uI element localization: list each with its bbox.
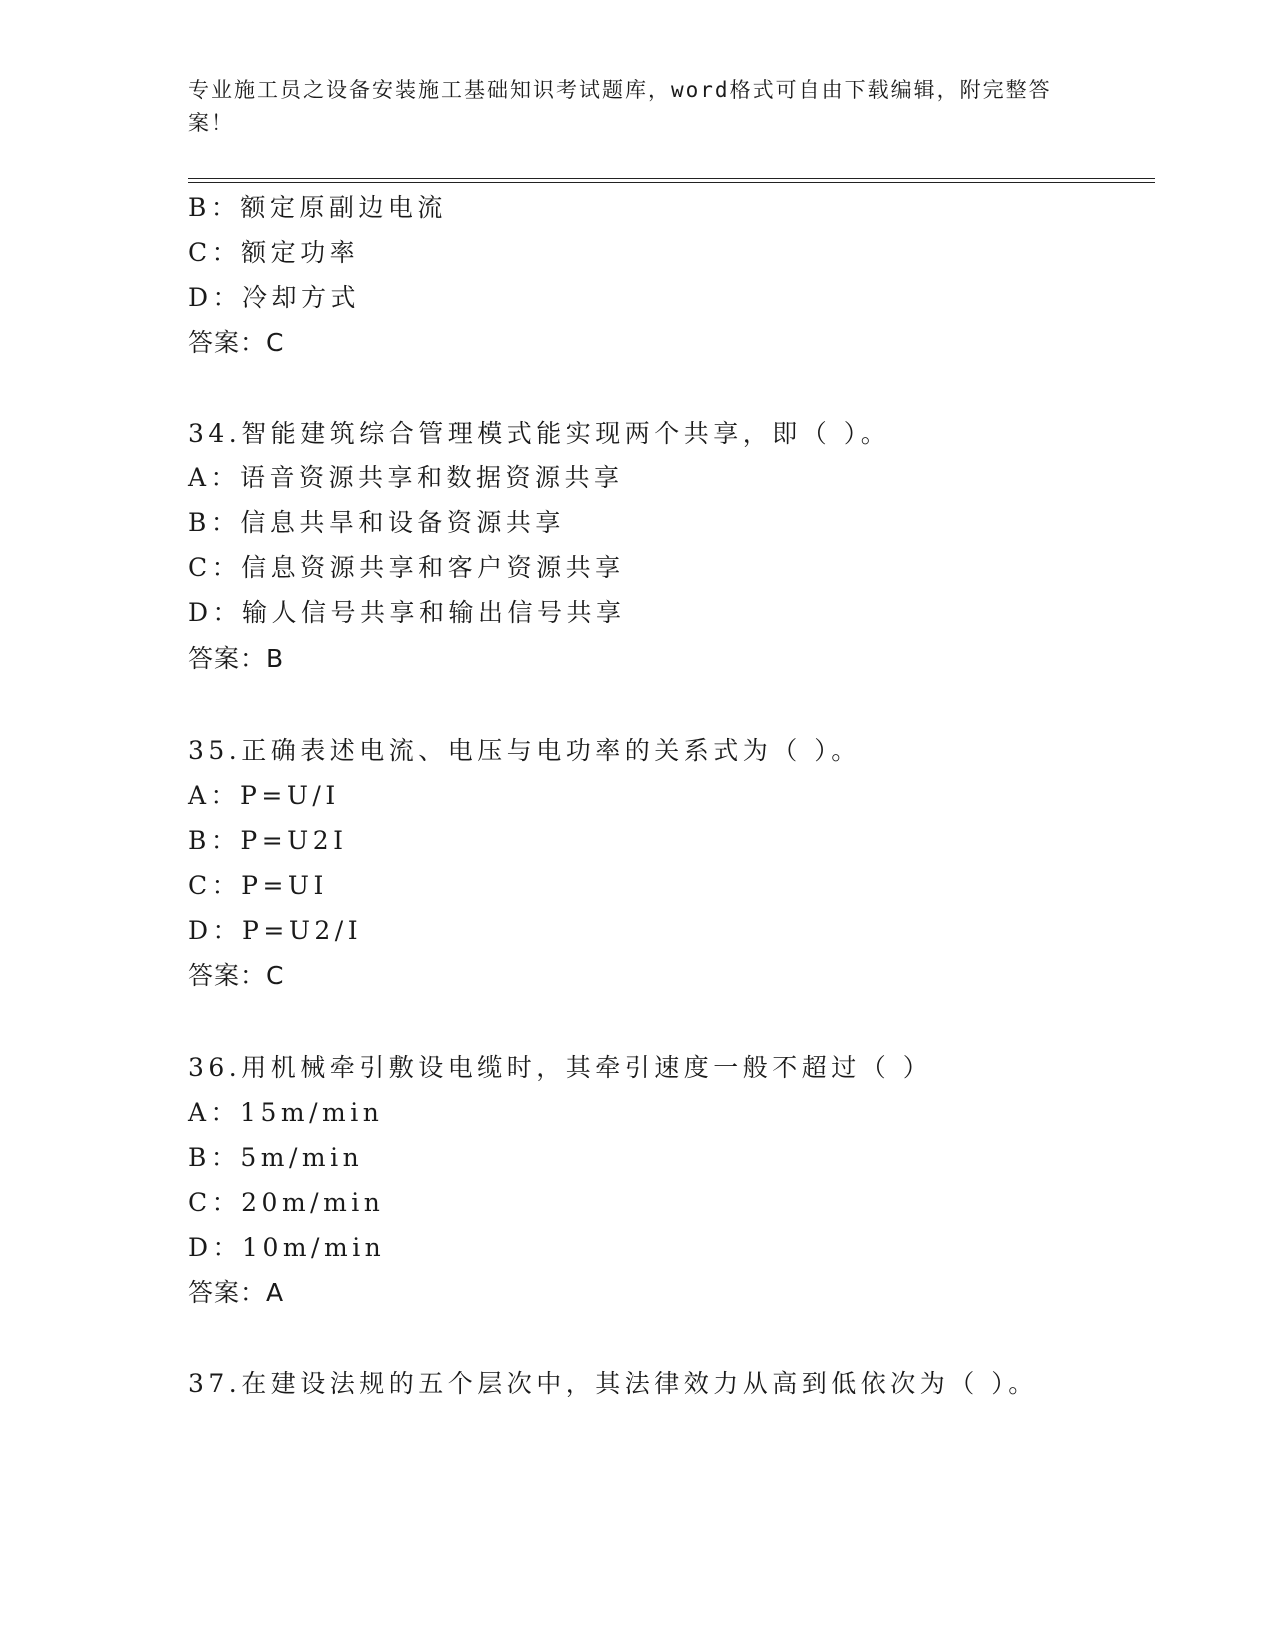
q33-option-b: B：额定原副边电流 [188,193,447,222]
q35-option-d: D：P=U2/I [188,916,363,945]
q33-option-c: C：额定功率 [188,238,360,267]
q35-answer: 答案：C [188,961,285,990]
q34-stem: 34.智能建筑综合管理模式能实现两个共享，即（ ）。 [188,419,891,448]
q36-option-b: B：5m/min [188,1143,364,1172]
q35-option-b: B：P=U2I [188,826,348,855]
q35-option-c: C：P=UI [188,871,328,900]
document-intro: 专业施工员之设备安装施工基础知识考试题库，word格式可自由下载编辑，附完整答案！ [188,78,1052,135]
header-divider-top [188,178,1155,179]
q33-answer: 答案：C [188,328,285,357]
q35-option-a: A：P=U/I [188,781,340,810]
q36-stem: 36.用机械牵引敷设电缆时，其牵引速度一般不超过（ ） [188,1053,933,1082]
q33-option-d: D：冷却方式 [188,283,361,312]
q36-option-a: A：15m/min [188,1098,384,1127]
q34-option-d: D：输人信号共享和输出信号共享 [188,598,626,627]
q35-stem: 35.正确表述电流、电压与电功率的关系式为（ ）。 [188,736,861,765]
header-divider-bottom [188,182,1155,183]
q36-option-c: C：20m/min [188,1188,385,1217]
q34-option-c: C：信息资源共享和客户资源共享 [188,553,625,582]
q34-option-b: B：信息共旱和设备资源共享 [188,508,565,537]
q34-option-a: A：语音资源共享和数据资源共享 [188,463,624,492]
q36-answer: 答案：A [188,1278,285,1307]
q37-stem: 37.在建设法规的五个层次中，其法律效力从高到低依次为（ ）。 [188,1369,1038,1398]
q36-option-d: D：10m/min [188,1233,386,1262]
q34-answer: 答案：B [188,644,285,673]
